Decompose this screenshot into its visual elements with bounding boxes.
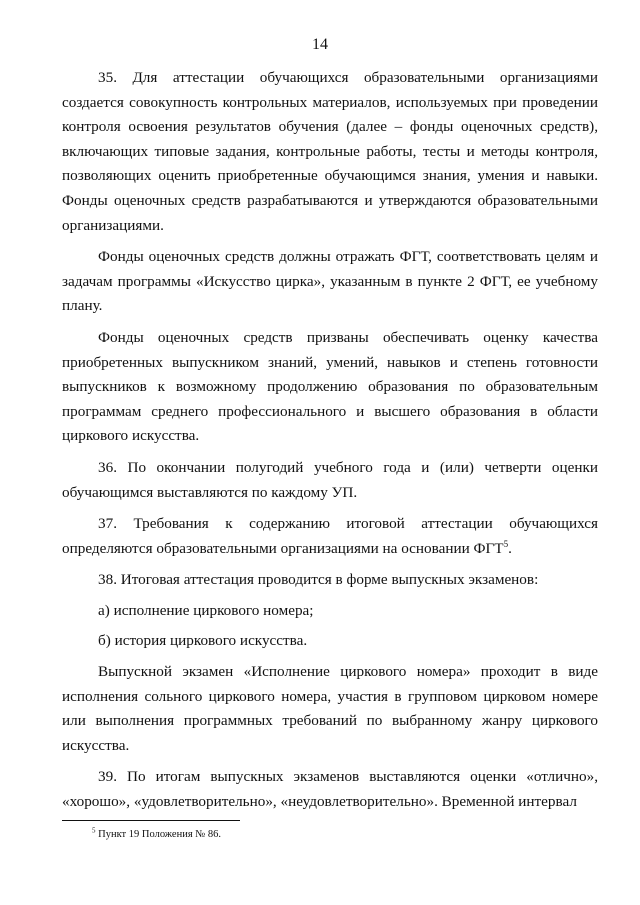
- paragraph-fos-requirements: Фонды оценочных средств должны отражать ФГТ, соответствовать целям и задачам программы «Искусство цирка», указанным в пункте 2 ФГТ, ее учебному плану.: [62, 248, 598, 315]
- paragraph-37: [62, 512, 598, 561]
- paragraph-39: 39. По итогам выпускных экзаменов выставляются оценки «отлично», «хорошо», «удовлетворительно», «неудовлетворительно». Временной интервал: [62, 768, 598, 811]
- list-item-b: б) история циркового искусства.: [98, 632, 308, 650]
- paragraph-35: 35. Для аттестации обучающихся образовательными организациями создается совокупность контрольных материалов, используемых при проведении контроля освоения результатов обучения (далее – фонды оценочных средств), включающих типовые задания, контрольные работы, тесты и методы контроля, позволяющих оценить приобретенные обучающимся знания, умения и навыки. Фонды оценочных средств разрабатываются и утверждаются образовательными организациями.: [62, 69, 598, 234]
- paragraph-37-end: .: [508, 539, 512, 557]
- paragraph-36: 36. По окончании полугодий учебного года и (или) четверти оценки обучающимся выставляются по каждому УП.: [62, 458, 598, 501]
- footnote-mark: 5: [92, 826, 96, 835]
- footnote: [92, 828, 221, 842]
- paragraph-final-exam: Выпускной экзамен «Исполнение циркового номера» проходит в виде исполнения сольного циркового номера, участия в групповом цирковом номере или выполнения программных требований по выбранному жанру циркового искусства.: [62, 663, 598, 754]
- footnote-reference[interactable]: 5: [503, 538, 509, 549]
- paragraph-38: 38. Итоговая аттестация проводится в форме выпускных экзаменов:: [98, 571, 539, 589]
- footnote-text: Пункт 19 Положения № 86.: [95, 829, 222, 840]
- paragraph-fos-purpose: Фонды оценочных средств призваны обеспечивать оценку качества приобретенных выпускником знаний, умений, навыков и степень готовности выпускников к возможному продолжению образования по образовательным программам среднего профессионального и высшего образования в области циркового искусства.: [62, 328, 598, 445]
- list-item-a: а) исполнение циркового номера;: [98, 601, 314, 619]
- paragraph-37-text: 37. Требования к содержанию итоговой аттестации обучающихся определяются образовательными организациями на основании ФГТ: [62, 515, 598, 557]
- page-number: 14: [312, 36, 328, 53]
- document-body: [62, 66, 598, 822]
- footnote-divider: [62, 820, 240, 821]
